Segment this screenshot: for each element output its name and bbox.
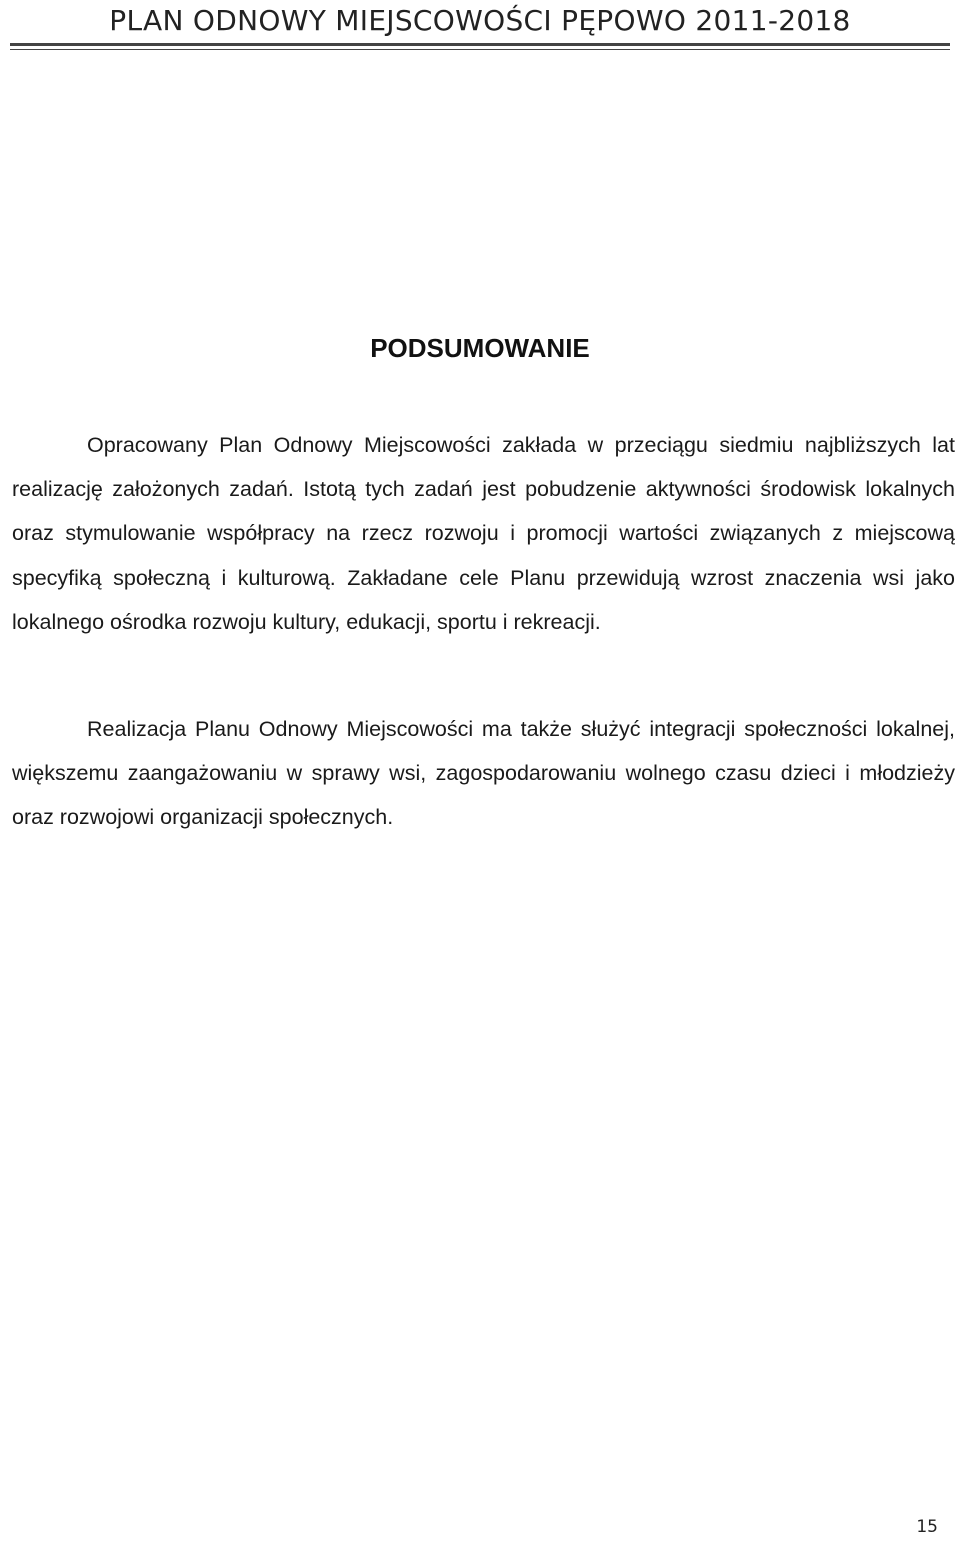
paragraph-integration: Realizacja Planu Odnowy Miejscowości ma także służyć integracji społeczności lokalnej, większemu zaangażowaniu w sprawy wsi, zagospodarowaniu wolnego czasu dzieci i młodzieży oraz rozwojowi organizacji społecznych. xyxy=(12,717,955,830)
header-divider-thin xyxy=(10,49,950,50)
section-heading: PODSUMOWANIE xyxy=(370,333,590,363)
header-divider-thick xyxy=(10,43,950,46)
page-number: 15 xyxy=(916,1517,938,1537)
document-title: PLAN ODNOWY MIEJSCOWOŚCI PĘPOWO 2011-2018 xyxy=(109,4,851,37)
paragraph-summary: Opracowany Plan Odnowy Miejscowości zakłada w przeciągu siedmiu najbliższych lat realizację założonych zadań. Istotą tych zadań jest pobudzenie aktywności środowisk lokalnych oraz stymulowanie współpracy na rzecz rozwoju i promocji wartości związanych z miejscową specyfiką społeczną i kulturową. Zakładane cele Planu przewidują wzrost znaczenia wsi jako lokalnego ośrodka rozwoju kultury, edukacji, sportu i rekreacji. xyxy=(12,433,955,634)
